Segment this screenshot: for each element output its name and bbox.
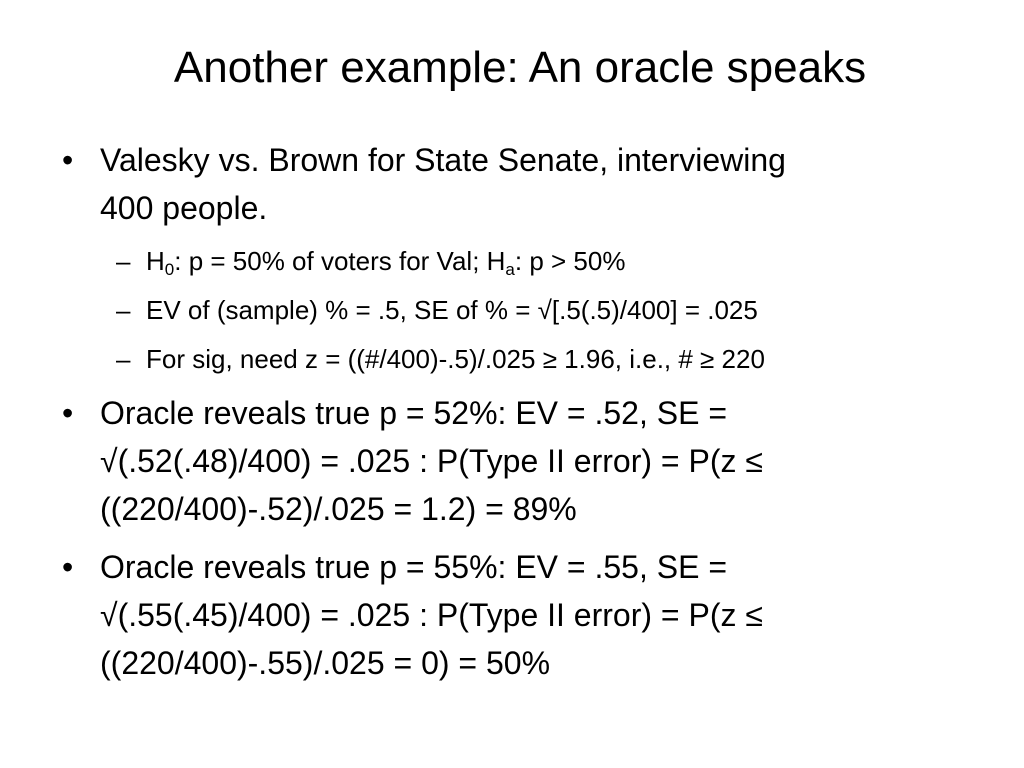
- sub-bullet-marker: –: [116, 344, 131, 374]
- bullet-text: [100, 389, 982, 533]
- bullet-item-1: [62, 136, 982, 232]
- alt-hypothesis-text: : p > 50%: [514, 246, 626, 276]
- sub-bullet-text: EV of (sample) % = .5, SE of % = √[.5(.5)/400] = .025: [146, 295, 758, 325]
- bullet-line: Oracle reveals true p = 52%: EV = .52, SE =: [100, 395, 727, 431]
- bullet-line: Valesky vs. Brown for State Senate, interviewing: [100, 142, 786, 178]
- hypothesis-symbol: H: [146, 246, 165, 276]
- slide-title: Another example: An oracle speaks: [173, 43, 867, 92]
- bullet-text: [100, 543, 982, 687]
- bullet-line: 400 people.: [100, 190, 268, 226]
- sub-bullet-item-3: [116, 342, 996, 376]
- bullet-marker: •: [62, 549, 74, 585]
- sub-bullet-marker: –: [116, 295, 131, 325]
- bullet-marker: •: [62, 395, 74, 431]
- bullet-marker: •: [62, 142, 74, 178]
- bullet-line: √(.52(.48)/400) = .025 : P(Type II error) = P(z ≤: [100, 443, 763, 479]
- alt-subscript: a: [505, 260, 515, 279]
- null-hypothesis-text: : p = 50% of voters for Val; H: [174, 246, 506, 276]
- sub-bullet-text: For sig, need z = ((#/400)-.5)/.025 ≥ 1.96, i.e., # ≥ 220: [146, 344, 765, 374]
- sub-bullet-item-1: [116, 244, 996, 278]
- sub-bullet-text: [146, 244, 996, 278]
- bullet-text: [100, 136, 982, 232]
- bullet-item-3: [62, 543, 982, 687]
- bullet-line: ((220/400)-.55)/.025 = 0) = 50%: [100, 645, 551, 681]
- bullet-item-2: [62, 389, 982, 533]
- bullet-line: ((220/400)-.52)/.025 = 1.2) = 89%: [100, 491, 577, 527]
- sub-bullet-item-2: [116, 293, 996, 327]
- null-subscript: 0: [164, 260, 175, 279]
- sub-bullet-marker: –: [116, 246, 131, 276]
- bullet-line: √(.55(.45)/400) = .025 : P(Type II error) = P(z ≤: [100, 597, 763, 633]
- bullet-line: Oracle reveals true p = 55%: EV = .55, SE =: [100, 549, 727, 585]
